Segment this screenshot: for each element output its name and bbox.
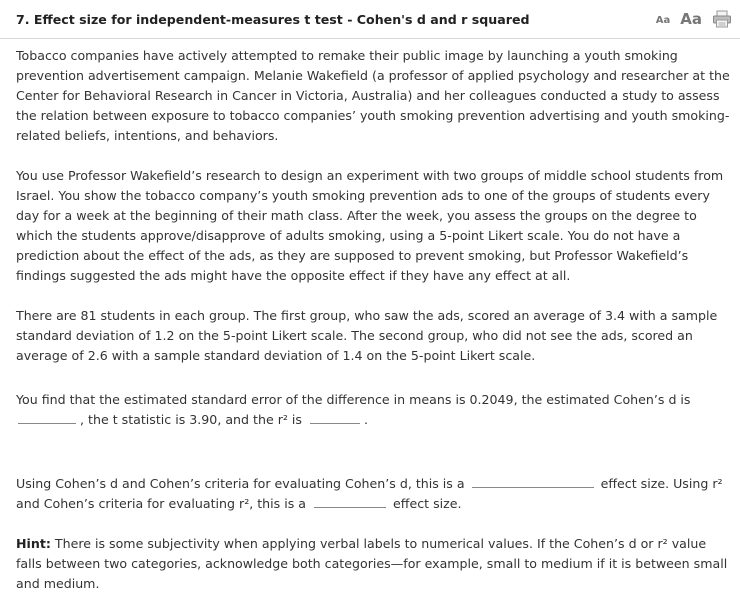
printer-icon[interactable] <box>712 10 732 28</box>
paragraph-background: Tobacco companies have actively attempted to remake their public image by launching a youth smoking prevention advertisement campaign. Melanie Wakefield (a professor of applied psychology and researcher at the Center for Behavioral Research in Cancer in Victoria, Australia) and her colleagues conducted a study to assess the relation between exposure to tobacco companies’ youth smoking prevention advertising and youth smoking-related beliefs, intentions, and behaviors. <box>16 48 730 143</box>
question-body <box>16 46 734 594</box>
toolbar <box>656 10 732 28</box>
paragraph-data: There are 81 students in each group. The first group, who saw the ads, scored an average of 3.4 with a sample standard deviation of 1.2 on the 5-point Likert scale. The second group, who did not see the ads, scored an average of 2.6 with a sample standard deviation of 1.4 on the 5-point Likert scale. <box>16 308 718 363</box>
question-title: 7. Effect size for independent-measures t test - Cohen's d and r squared <box>16 12 530 27</box>
effect-text-2: effect size. Using r² and Cohen’s criteria for evaluating r², this is a <box>16 476 723 511</box>
paragraph-results <box>16 390 734 430</box>
effect-text-1: Using Cohen’s d and Cohen’s criteria for evaluating Cohen’s d, this is a <box>16 476 465 491</box>
r-squared-dropdown[interactable] <box>310 410 360 424</box>
results-text-2: , the t statistic is 3.90, and the r² is <box>80 412 302 427</box>
results-text-1: You find that the estimated standard error of the difference in means is 0.2049, the estimated Cohen’s d is <box>16 392 691 407</box>
paragraph-experiment: You use Professor Wakefield’s research to design an experiment with two groups of middle school students from Israel. You show the tobacco company’s youth smoking prevention ads to one of the groups of students every day for a week at the beginning of their math class. After the week, you assess the groups on the degree to which the students approve/disapprove of adults smoking, using a 5-point Likert scale. You do not have a prediction about the effect of the ads, as they are supposed to prevent smoking, but Professor Wakefield’s findings suggested the ads might have the opposite effect if they have any effect at all. <box>16 168 724 283</box>
results-text-3: . <box>364 412 369 427</box>
r2-effect-size-dropdown[interactable] <box>314 494 386 508</box>
hint-paragraph <box>16 534 734 594</box>
decrease-font-button[interactable]: Aa <box>655 15 671 26</box>
cohens-d-dropdown[interactable] <box>18 410 76 424</box>
hint-text: There is some subjectivity when applying verbal labels to numerical values. If the Cohen’s d or r² value falls between two categories, acknowledge both categories—for example, small to medium if it is between small and medium. <box>16 536 728 591</box>
hint-label: Hint: <box>16 536 51 551</box>
increase-font-button[interactable]: Aa <box>680 10 702 28</box>
paragraph-effect-size <box>16 474 734 514</box>
effect-text-3: effect size. <box>393 496 462 511</box>
d-effect-size-dropdown[interactable] <box>472 474 594 488</box>
question-header <box>0 0 740 39</box>
